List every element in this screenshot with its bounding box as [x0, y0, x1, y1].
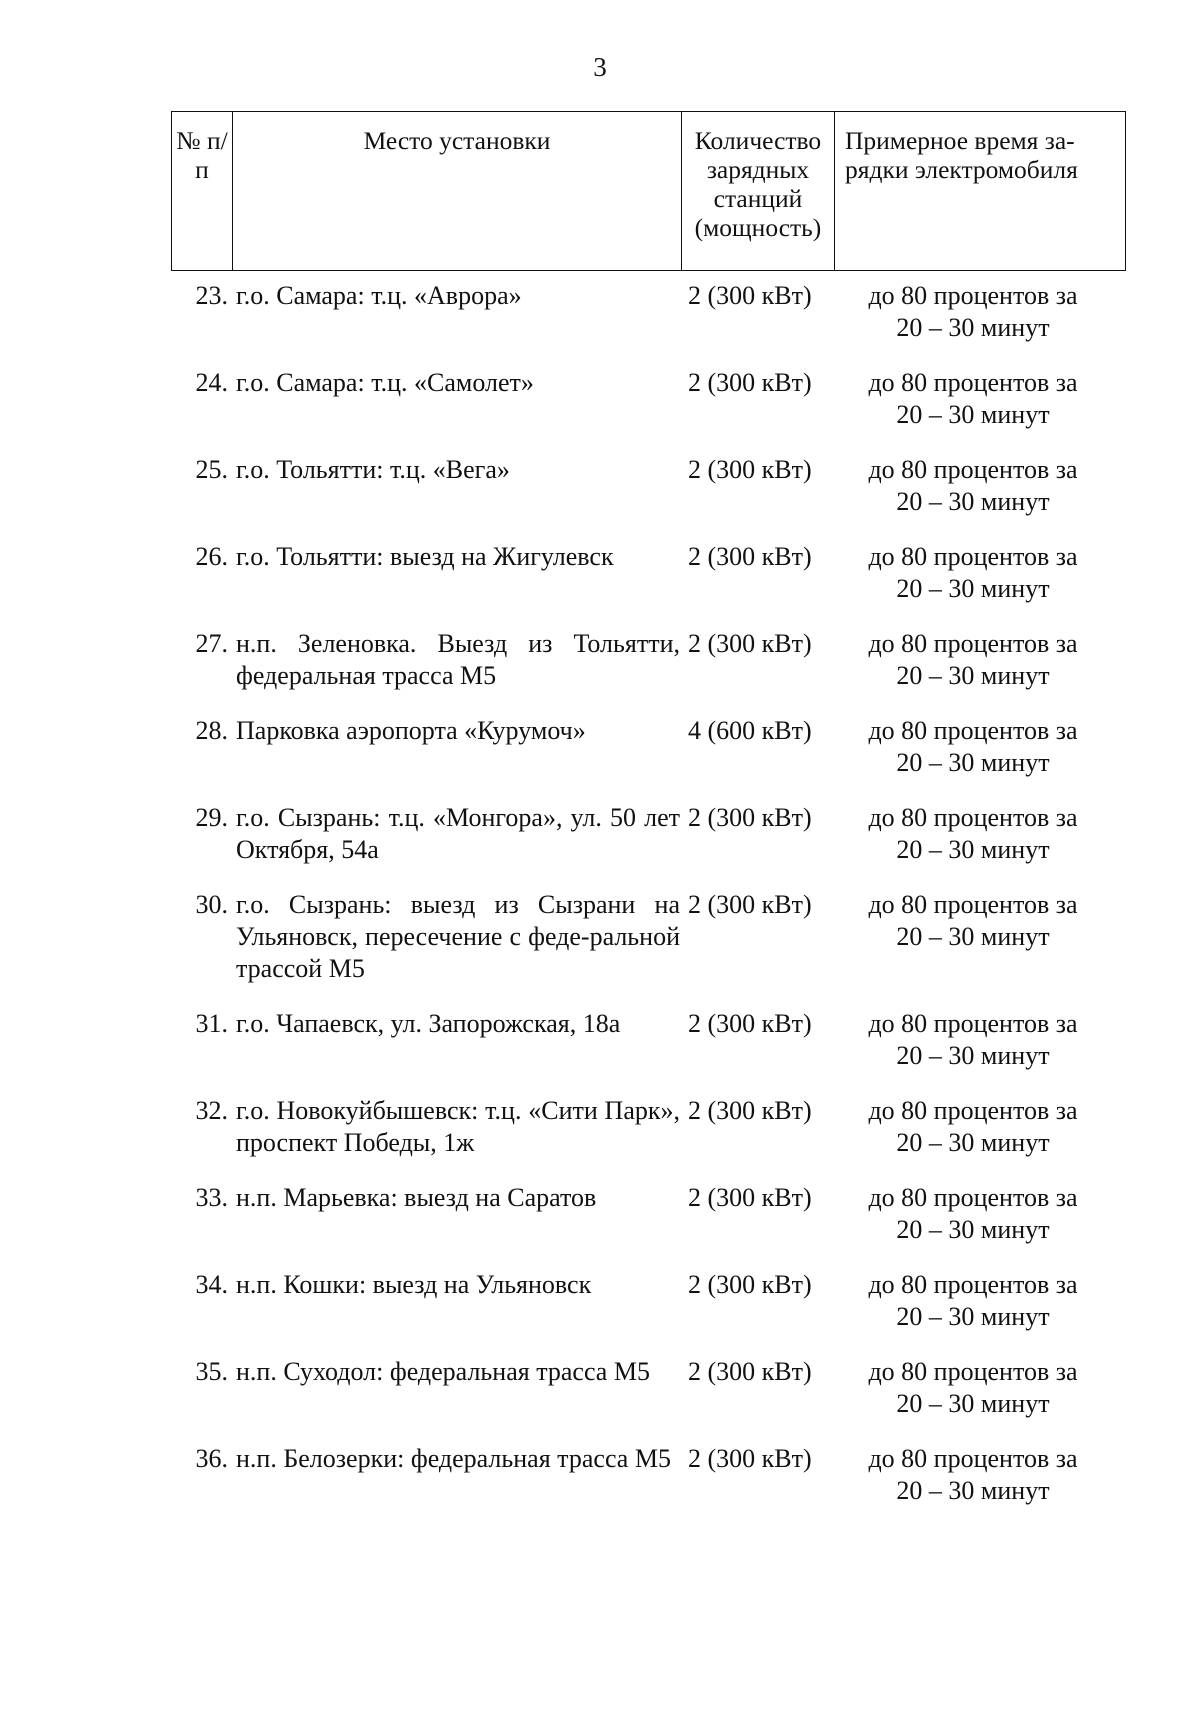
row-time-line1: до 80 процентов за: [868, 1096, 1078, 1125]
row-place: н.п. Кошки: выезд на Ульяновск: [236, 1270, 592, 1299]
row-number: 27.: [195, 629, 228, 658]
row-place: г.о. Самара: т.ц. «Аврора»: [236, 281, 522, 310]
row-time-line2: 20 – 30 минут: [896, 1302, 1050, 1331]
row-number: 35.: [195, 1357, 228, 1386]
row-time-line1: до 80 процентов за: [868, 890, 1078, 919]
row-number: 25.: [195, 455, 228, 484]
row-time-line2: 20 – 30 минут: [896, 922, 1050, 951]
row-time-line2: 20 – 30 минут: [896, 400, 1050, 429]
row-place: г.о. Сызрань: выезд из Сызрани на Ульяновск, пересечение с феде-ральной трассой М5: [236, 890, 680, 983]
row-time-line1: до 80 процентов за: [868, 1357, 1078, 1386]
row-time-line1: до 80 процентов за: [868, 455, 1078, 484]
row-number: 31.: [195, 1009, 228, 1038]
row-time: [848, 802, 1098, 866]
row-time: [848, 1269, 1098, 1333]
row-time-line2: 20 – 30 минут: [896, 661, 1050, 690]
row-time: [848, 454, 1098, 518]
row-time-line2: 20 – 30 минут: [896, 487, 1050, 516]
row-time-line1: до 80 процентов за: [868, 629, 1078, 658]
header-time: Примерное время за-рядки электромобиля: [835, 112, 1126, 271]
row-time: [848, 1008, 1098, 1072]
row-place: Парковка аэропорта «Курумоч»: [236, 716, 586, 745]
row-time-line1: до 80 процентов за: [868, 1009, 1078, 1038]
row-time: [848, 1182, 1098, 1246]
row-place: г.о. Новокуйбышевск: т.ц. «Сити Парк», проспект Победы, 1ж: [236, 1096, 680, 1157]
row-time-line1: до 80 процентов за: [868, 1444, 1078, 1473]
row-number: 30.: [195, 890, 228, 919]
row-count: 2 (300 кВт): [688, 1183, 812, 1212]
row-number: 24.: [195, 368, 228, 397]
row-place: н.п. Зеленовка. Выезд из Тольятти, федеральная трасса М5: [236, 629, 680, 690]
row-place: н.п. Белозерки: федеральная трасса М5: [236, 1444, 671, 1473]
row-count: 2 (300 кВт): [688, 1444, 812, 1473]
row-time-line2: 20 – 30 минут: [896, 1389, 1050, 1418]
row-time: [848, 1356, 1098, 1420]
row-count: 2 (300 кВт): [688, 455, 812, 484]
header-num: № п/п: [172, 112, 233, 271]
row-time: [848, 541, 1098, 605]
row-count: 2 (300 кВт): [688, 1096, 812, 1125]
row-place: н.п. Марьевка: выезд на Саратов: [236, 1183, 597, 1212]
row-count: 2 (300 кВт): [688, 542, 812, 571]
row-number: 23.: [195, 281, 228, 310]
row-count: 2 (300 кВт): [688, 1270, 812, 1299]
row-time-line1: до 80 процентов за: [868, 1270, 1078, 1299]
row-time-line2: 20 – 30 минут: [896, 574, 1050, 603]
row-number: 29.: [195, 803, 228, 832]
header-count: Количество зарядных станций (мощность): [682, 112, 835, 271]
table-header: [171, 111, 1126, 271]
row-time-line1: до 80 процентов за: [868, 1183, 1078, 1212]
row-count: 4 (600 кВт): [688, 716, 812, 745]
row-time: [848, 367, 1098, 431]
row-number: 28.: [195, 716, 228, 745]
row-count: 2 (300 кВт): [688, 803, 812, 832]
row-time: [848, 628, 1098, 692]
row-count: 2 (300 кВт): [688, 890, 812, 919]
row-time-line2: 20 – 30 минут: [896, 835, 1050, 864]
row-time: [848, 280, 1098, 344]
row-number: 36.: [195, 1444, 228, 1473]
row-place: г.о. Самара: т.ц. «Самолет»: [236, 368, 534, 397]
row-time-line2: 20 – 30 минут: [896, 1041, 1050, 1070]
row-number: 33.: [195, 1183, 228, 1212]
row-time: [848, 715, 1098, 779]
row-time-line1: до 80 процентов за: [868, 368, 1078, 397]
header-place: Место установки: [233, 112, 682, 271]
row-time-line1: до 80 процентов за: [868, 281, 1078, 310]
row-time-line1: до 80 процентов за: [868, 542, 1078, 571]
row-number: 26.: [195, 542, 228, 571]
row-time: [848, 1443, 1098, 1507]
row-number: 32.: [195, 1096, 228, 1125]
row-count: 2 (300 кВт): [688, 1357, 812, 1386]
row-place: г.о. Сызрань: т.ц. «Монгора», ул. 50 лет Октября, 54а: [236, 803, 680, 864]
row-time-line2: 20 – 30 минут: [896, 1476, 1050, 1505]
row-time-line2: 20 – 30 минут: [896, 313, 1050, 342]
row-time-line2: 20 – 30 минут: [896, 1215, 1050, 1244]
row-time: [848, 889, 1098, 953]
row-time-line1: до 80 процентов за: [868, 803, 1078, 832]
row-count: 2 (300 кВт): [688, 1009, 812, 1038]
row-time-line2: 20 – 30 минут: [896, 748, 1050, 777]
row-place: г.о. Чапаевск, ул. Запорожская, 18а: [236, 1009, 621, 1038]
row-time: [848, 1095, 1098, 1159]
row-place: г.о. Тольятти: т.ц. «Вега»: [236, 455, 510, 484]
row-time-line2: 20 – 30 минут: [896, 1128, 1050, 1157]
table-header-row: [172, 112, 1126, 271]
row-count: 2 (300 кВт): [688, 281, 812, 310]
row-count: 2 (300 кВт): [688, 629, 812, 658]
row-count: 2 (300 кВт): [688, 368, 812, 397]
row-place: г.о. Тольятти: выезд на Жигулевск: [236, 542, 614, 571]
row-place: н.п. Суходол: федеральная трасса М5: [236, 1357, 650, 1386]
row-time-line1: до 80 процентов за: [868, 716, 1078, 745]
page-number: 3: [593, 52, 607, 82]
row-number: 34.: [195, 1270, 228, 1299]
